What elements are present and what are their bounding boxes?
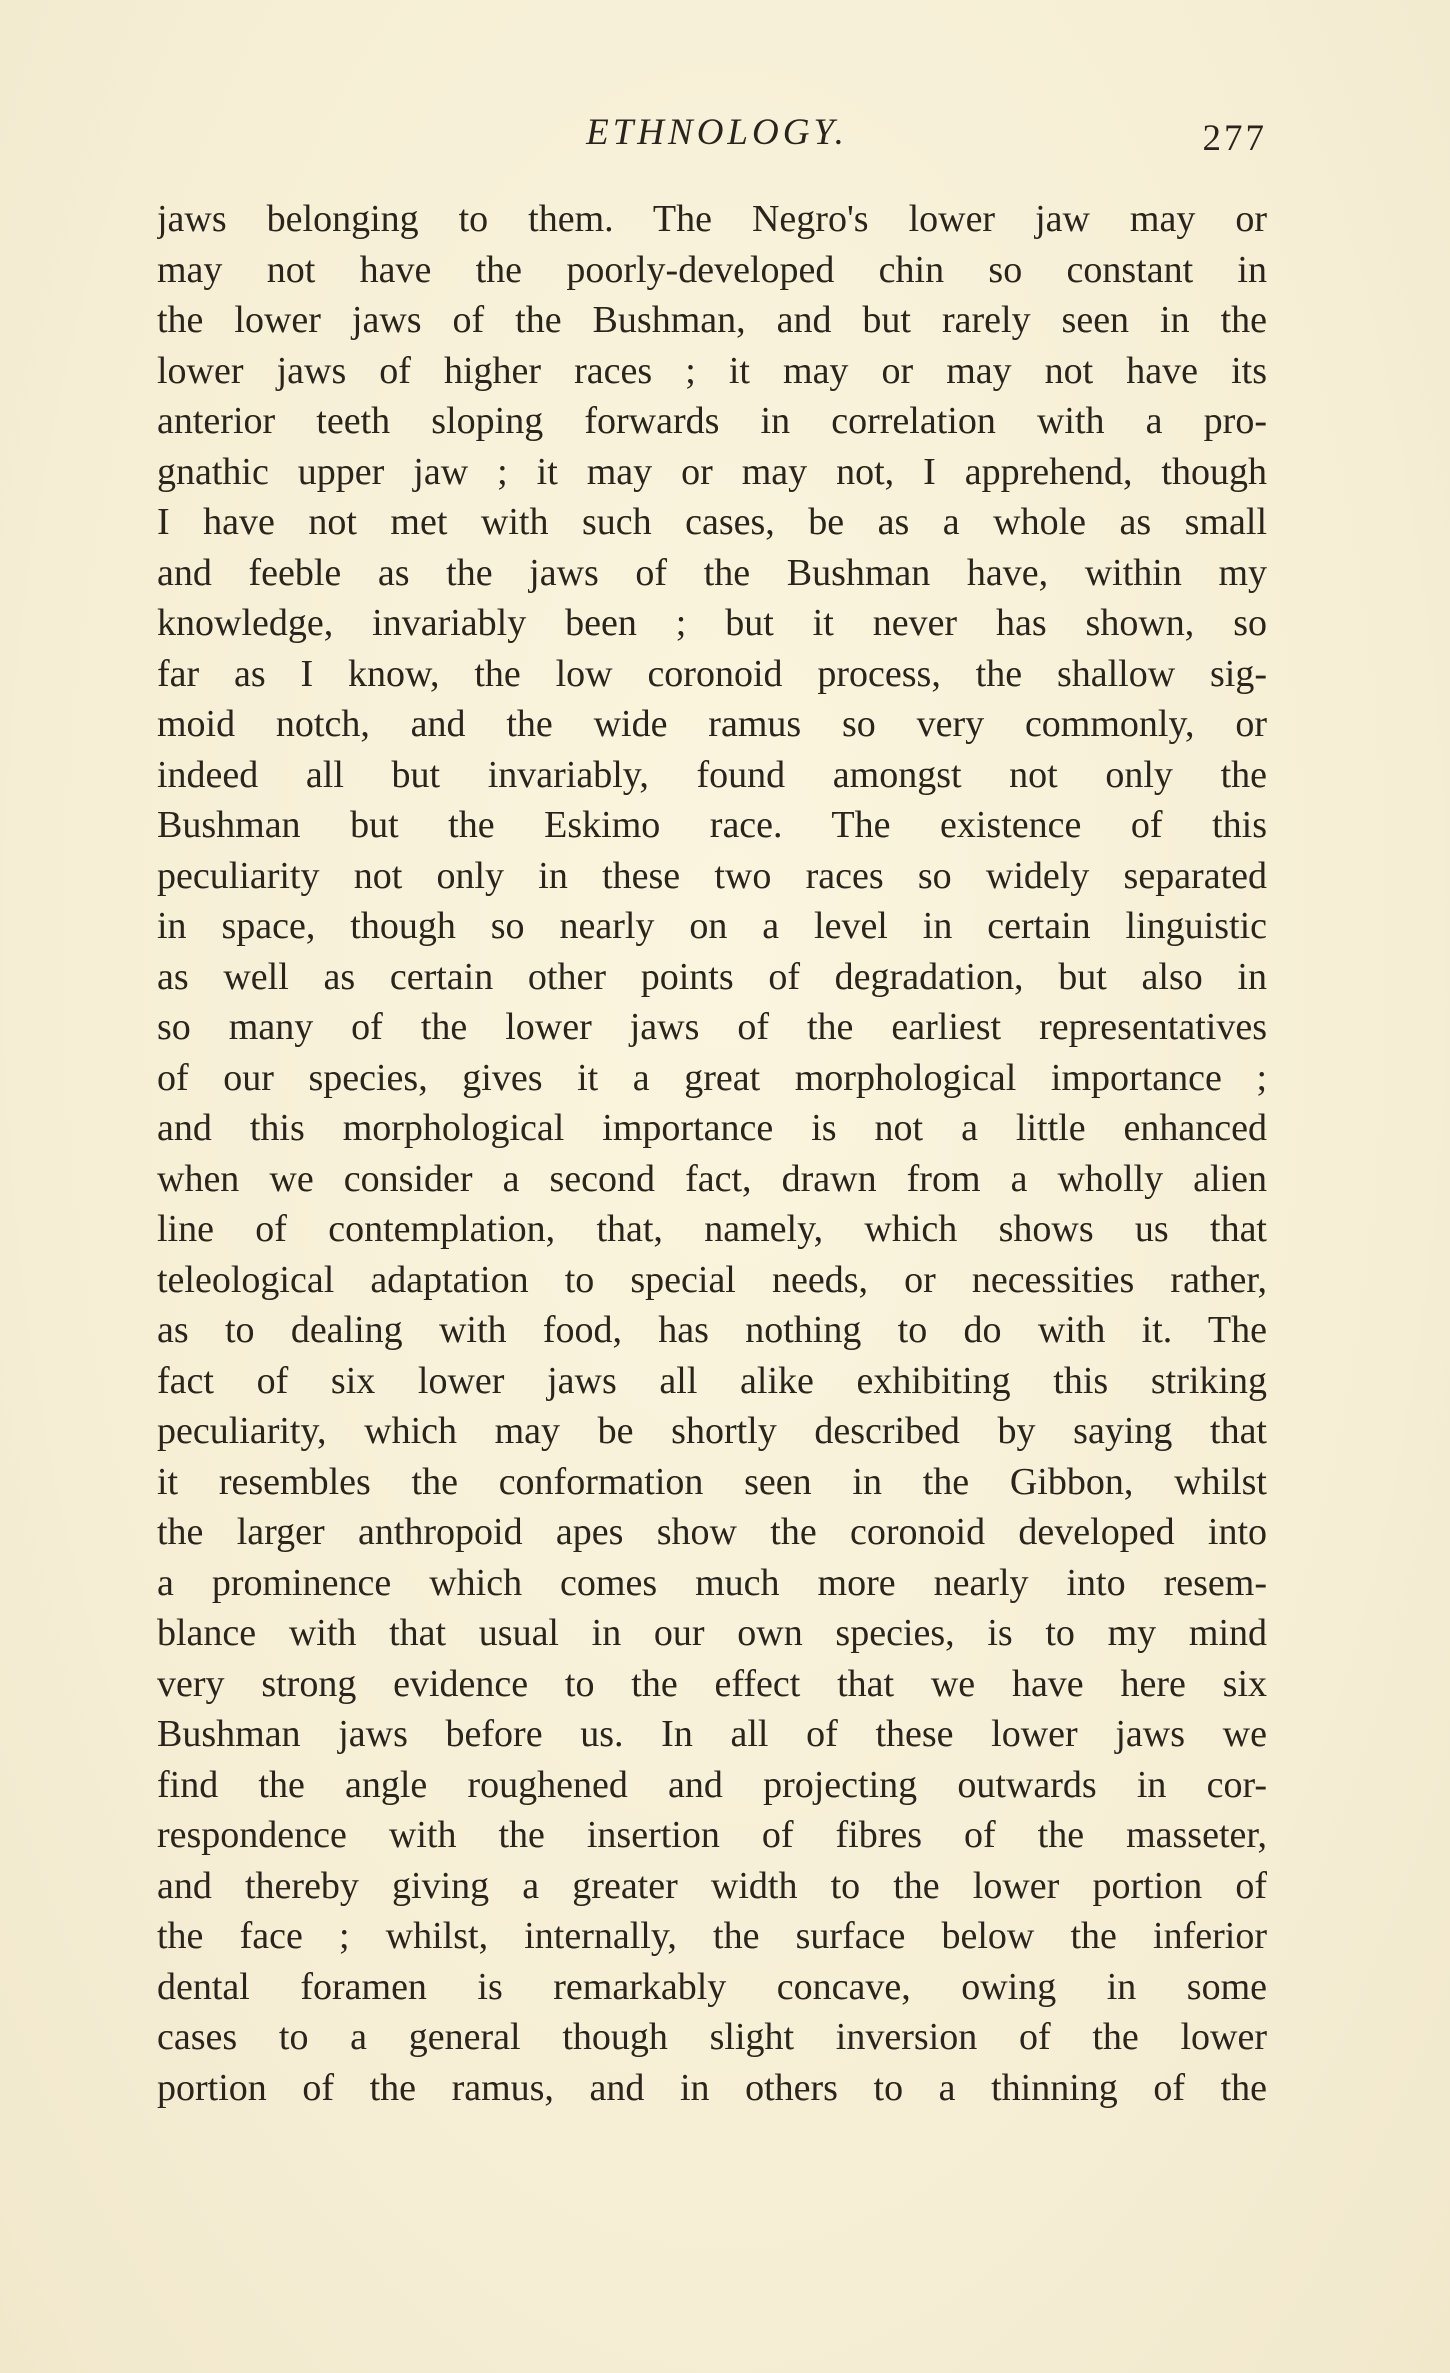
text-line: respondence with the insertion of fibres of the masseter, [157, 1814, 1267, 1856]
text-line: indeed all but invariably, found amongst not only the [157, 753, 1267, 796]
text-line: knowledge, invariably been ; but it never has shown, so [157, 602, 1267, 644]
text-line: and this morphological importance is not a little enhanced [157, 1107, 1267, 1149]
text-line: very strong evidence to the effect that we have here six [157, 1662, 1267, 1705]
text-line: as well as certain other points of degradation, but also in [157, 955, 1267, 998]
text-line: portion of the ramus, and in others to a thinning of the [157, 2066, 1267, 2109]
running-title: ETHNOLOGY. [586, 112, 848, 153]
body-text [157, 194, 1267, 2113]
text-line: Bushman jaws before us. In all of these lower jaws we [157, 1713, 1267, 1755]
text-line: I have not met with such cases, be as a whole as small [157, 501, 1267, 543]
text-line: peculiarity not only in these two races so widely separated [157, 854, 1267, 897]
text-line: jaws belonging to them. The Negro's lower jaw may or [157, 198, 1267, 240]
text-line: when we consider a second fact, drawn from a wholly alien [157, 1157, 1267, 1200]
text-line: anterior teeth sloping forwards in correlation with a pro- [157, 400, 1267, 442]
page-number: 277 [1202, 118, 1267, 159]
text-line: far as I know, the low coronoid process, the shallow sig- [157, 652, 1267, 695]
text-line: the lower jaws of the Bushman, and but rarely seen in the [157, 299, 1267, 341]
text-line: dental foramen is remarkably concave, owing in some [157, 1965, 1267, 2008]
text-line: as to dealing with food, has nothing to do with it. The [157, 1309, 1267, 1351]
text-line: may not have the poorly-developed chin so constant in [157, 248, 1267, 291]
text-line: find the angle roughened and projecting outwards in cor- [157, 1763, 1267, 1806]
text-line: and feeble as the jaws of the Bushman have, within my [157, 551, 1267, 594]
text-line: of our species, gives it a great morphological importance ; [157, 1056, 1267, 1099]
text-line: the larger anthropoid apes show the coronoid developed into [157, 1511, 1267, 1553]
text-line: so many of the lower jaws of the earliest representatives [157, 1006, 1267, 1048]
text-line: moid notch, and the wide ramus so very commonly, or [157, 703, 1267, 745]
text-line: and thereby giving a greater width to the lower portion of [157, 1864, 1267, 1907]
text-line: blance with that usual in our own species, is to my mind [157, 1612, 1267, 1654]
text-line: in space, though so nearly on a level in certain linguistic [157, 905, 1267, 947]
text-line: fact of six lower jaws all alike exhibiting this striking [157, 1359, 1267, 1402]
text-line: line of contemplation, that, namely, which shows us that [157, 1208, 1267, 1250]
text-line: lower jaws of higher races ; it may or may not have its [157, 349, 1267, 392]
text-line: teleological adaptation to special needs, or necessities rather, [157, 1258, 1267, 1301]
text-line: gnathic upper jaw ; it may or may not, I apprehend, though [157, 450, 1267, 493]
text-line: the face ; whilst, internally, the surface below the inferior [157, 1915, 1267, 1957]
running-head [157, 108, 1267, 158]
text-line: it resembles the conformation seen in the Gibbon, whilst [157, 1460, 1267, 1503]
text-line: cases to a general though slight inversion of the lower [157, 2016, 1267, 2058]
text-line: Bushman but the Eskimo race. The existence of this [157, 804, 1267, 846]
text-line: peculiarity, which may be shortly described by saying that [157, 1410, 1267, 1452]
text-line: a prominence which comes much more nearly into resem- [157, 1561, 1267, 1604]
